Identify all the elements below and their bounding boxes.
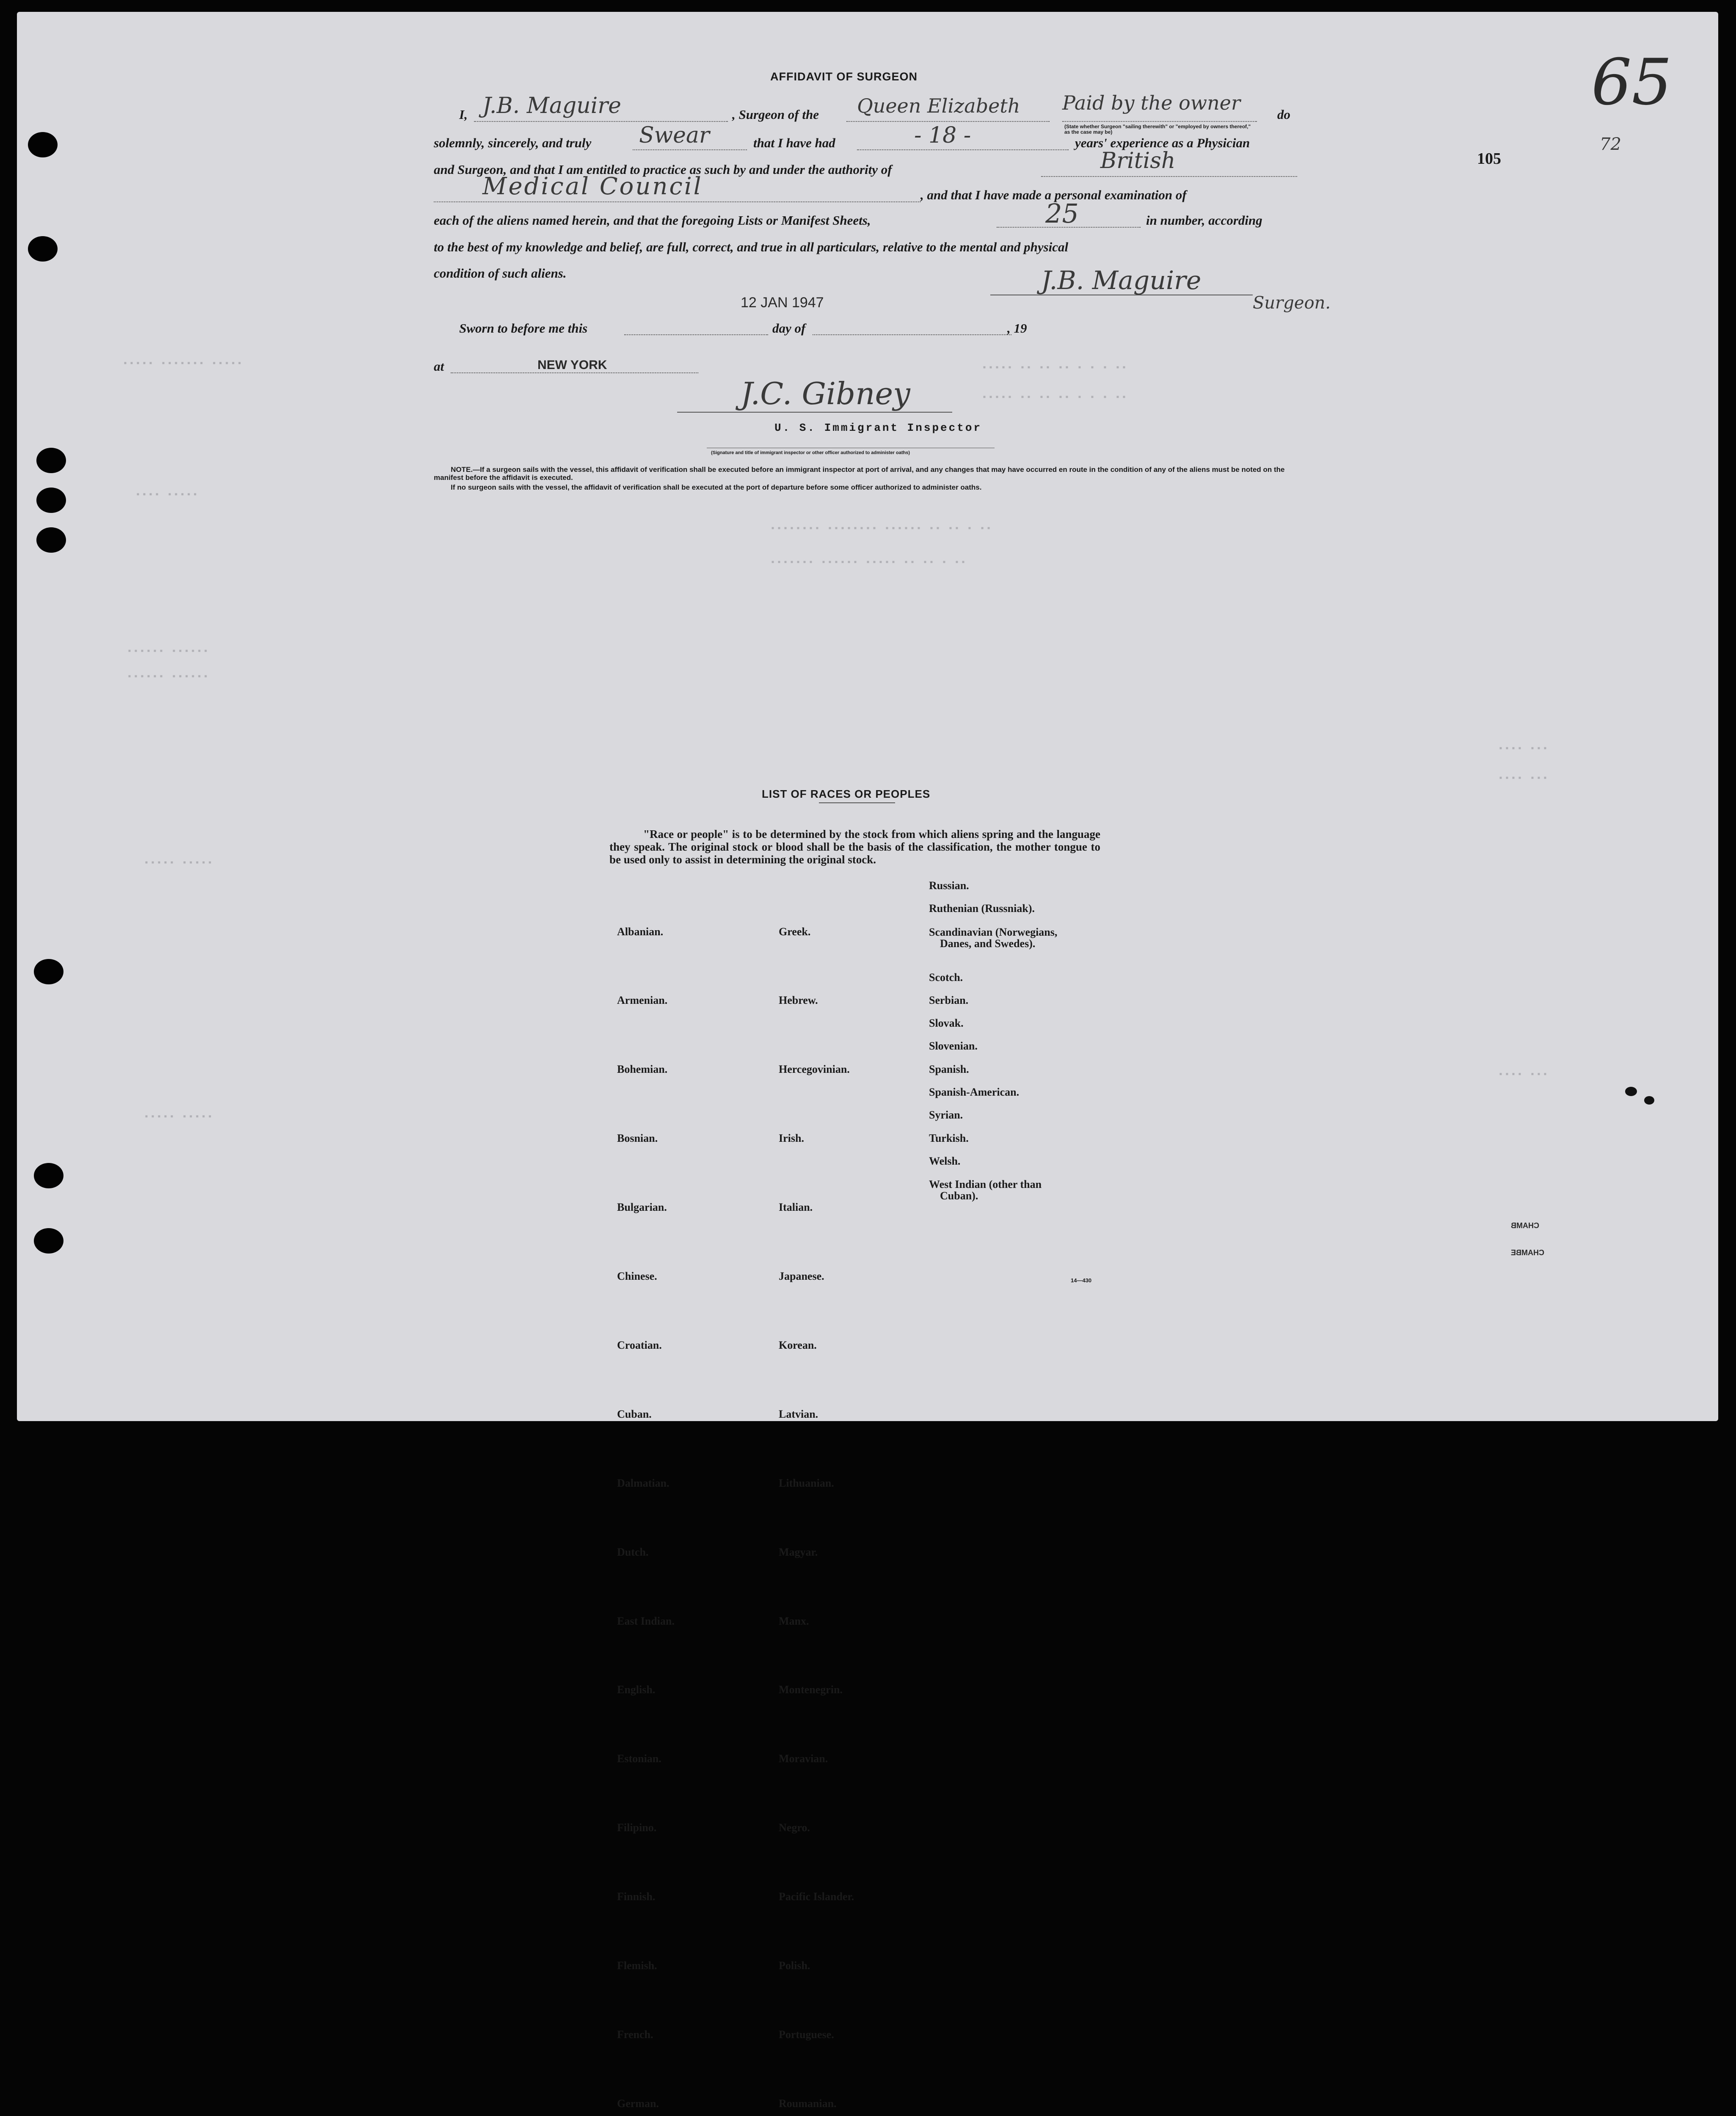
form-number: 14—430 — [1071, 1277, 1092, 1284]
affidavit-line5-prefix: each of the aliens named herein, and that the foregoing Lists or Manifest Sheets, — [434, 213, 871, 228]
bleed-through-text: ▪▪▪▪▪ ▪▪ ▪▪ ▪▪ ▪ ▪ ▪ ▪▪ — [982, 363, 1128, 373]
name-blank — [474, 121, 728, 122]
race-item: Chinese. — [617, 1270, 657, 1283]
inspector-caption: (Signature and title of immigrant inspector or other officer authorized to administer oaths) — [711, 450, 910, 455]
race-item: German. — [617, 2097, 659, 2110]
races-title-underline — [819, 802, 895, 803]
sworn-day-of: day of — [772, 321, 806, 336]
affidavit-line2-had: that I have had — [753, 135, 835, 150]
sheets-count-handwritten: 25 — [1045, 198, 1079, 229]
race-item: Japanese. — [779, 1270, 824, 1283]
punch-hole — [36, 448, 66, 473]
race-item: Dutch. — [617, 1546, 649, 1558]
race-item-spacer — [929, 955, 1057, 966]
bleed-through-word: CHAMBE — [1511, 1248, 1544, 1257]
race-item: Negro. — [779, 1821, 810, 1834]
affidavit-line1-surgeon-of: , Surgeon of the — [732, 107, 819, 122]
race-item: Montenegrin. — [779, 1683, 843, 1696]
race-item: Slovak. — [929, 1017, 964, 1030]
status-handwritten: Paid by the owner — [1062, 91, 1241, 114]
race-item: Filipino. — [617, 1821, 657, 1834]
stamped-number: 105 — [1477, 150, 1501, 168]
bleed-through-text: ▪▪▪▪▪▪ ▪▪▪▪▪▪ — [127, 672, 210, 682]
race-item: Magyar. — [779, 1546, 818, 1558]
race-item: Bulgarian. — [617, 1201, 667, 1214]
race-item: Pacific Islander. — [779, 1890, 854, 1903]
years-handwritten: - 18 - — [914, 123, 971, 148]
inspector-title: U. S. Immigrant Inspector — [774, 422, 982, 434]
ink-spot — [1625, 1087, 1637, 1096]
race-item: Irish. — [779, 1132, 804, 1145]
race-item: Russian. — [929, 879, 969, 892]
race-item: Italian. — [779, 1201, 813, 1214]
sworn-year-prefix: , 19 — [1007, 321, 1027, 336]
sworn-day-blank — [624, 334, 768, 335]
race-item: Scotch. — [929, 971, 963, 984]
bleed-through-text: ▪▪▪▪▪▪ ▪▪▪▪▪▪ — [127, 647, 210, 656]
race-item: Croatian. — [617, 1339, 662, 1351]
race-item: Scandinavian (Norwegians, Danes, and Swedes). — [929, 926, 1058, 950]
race-item: Bohemian. — [617, 1063, 668, 1076]
punch-hole — [28, 236, 58, 262]
race-item: Bosnian. — [617, 1132, 658, 1145]
surgeon-signature: J.B. Maguire — [1041, 266, 1201, 295]
punch-hole — [28, 132, 58, 157]
bleed-through-text: ▪▪▪▪▪ ▪▪ ▪▪ ▪▪ ▪ ▪ ▪ ▪▪ — [982, 393, 1128, 402]
race-item: Serbian. — [929, 994, 969, 1006]
date-stamp: 12 JAN 1947 — [741, 295, 824, 311]
race-item: Flemish. — [617, 1959, 657, 1972]
races-title: LIST OF RACES OR PEOPLES — [762, 788, 931, 800]
authority-blank-2 — [434, 201, 920, 202]
bleed-through-text: ▪▪▪▪▪▪▪ ▪▪▪▪▪▪ ▪▪▪▪▪ ▪▪ ▪▪ ▪ ▪▪ — [770, 558, 967, 568]
inspector-signature: J.C. Gibney — [741, 376, 910, 411]
race-item: Portuguese. — [779, 2028, 834, 2041]
surgeon-title-handwritten: Surgeon. — [1253, 293, 1331, 313]
race-item: Greek. — [779, 925, 811, 938]
affidavit-title: AFFIDAVIT OF SURGEON — [770, 70, 918, 83]
race-item: Roumanian. — [779, 2097, 837, 2110]
affidavit-line7: condition of such aliens. — [434, 266, 567, 281]
race-item: Manx. — [779, 1615, 809, 1627]
status-blank — [1062, 121, 1257, 122]
place-blank — [451, 372, 698, 373]
race-item: Albanian. — [617, 925, 664, 938]
bleed-through-text: ▪▪▪▪ ▪▪▪ — [1498, 1070, 1549, 1080]
race-item: Cuban. — [617, 1408, 652, 1420]
oath-word-handwritten: Swear — [639, 123, 710, 148]
affidavit-line4: , and that I have made a personal examination of — [920, 187, 1187, 202]
race-item: Hebrew. — [779, 994, 818, 1007]
ship-name-handwritten: Queen Elizabeth — [857, 94, 1020, 117]
race-item: Hercegovinian. — [779, 1063, 850, 1076]
race-item: Estonian. — [617, 1752, 661, 1765]
surgeon-name-handwritten: J.B. Maguire — [482, 93, 621, 118]
bleed-through-text: ▪▪▪▪▪ ▪▪▪▪▪ — [144, 858, 214, 868]
race-item: Armenian. — [617, 994, 668, 1007]
punch-hole — [34, 959, 63, 984]
races-column-2 — [779, 874, 854, 2116]
bleed-through-text: ▪▪▪▪ ▪▪▪ — [1498, 744, 1549, 754]
race-item: Dalmatian. — [617, 1477, 670, 1489]
affidavit-line2-prefix: solemnly, sincerely, and truly — [434, 135, 592, 150]
race-item: Slovenian. — [929, 1040, 978, 1052]
race-item: Welsh. — [929, 1154, 961, 1167]
race-item: Lithuanian. — [779, 1477, 834, 1489]
note-paragraph-2: If no surgeon sails with the vessel, the affidavit of verification shall be executed at the port of departure before some officer authorized to administer oaths. — [451, 483, 982, 491]
races-column-3 — [929, 874, 1057, 1201]
sworn-month-blank — [813, 334, 1011, 335]
punch-hole — [36, 488, 66, 513]
race-item: Spanish. — [929, 1063, 969, 1075]
bleed-through-text: ▪▪▪▪▪▪▪▪ ▪▪▪▪▪▪▪▪ ▪▪▪▪▪▪ ▪▪ ▪▪ ▪ ▪▪ — [770, 524, 993, 534]
affidavit-line3: and Surgeon, and that I am entitled to practice as such by and under the authority of — [434, 162, 892, 177]
race-item: English. — [617, 1683, 656, 1696]
race-item: Spanish-American. — [929, 1086, 1020, 1099]
bleed-through-text: ▪▪▪▪ ▪▪▪▪▪ — [135, 490, 199, 500]
note-paragraph-1: NOTE.—If a surgeon sails with the vessel, this affidavit of verification shall be executed before an immigrant inspector at port of arrival, and any changes that may have occurred en route in the condition of any of the aliens must be noted on the manifest before the affidavit is executed. — [434, 466, 1285, 482]
race-item: Turkish. — [929, 1132, 969, 1144]
handwritten-page-number-small: 72 — [1600, 135, 1621, 154]
authority-blank — [1041, 176, 1297, 177]
place-stamp: NEW YORK — [537, 358, 607, 372]
race-item: Ruthenian (Russniak). — [929, 902, 1035, 915]
authority-continued-handwritten: Medical Council — [482, 173, 703, 200]
affidavit-line1-prefix: I, — [459, 107, 468, 122]
document-sheet — [17, 12, 1718, 2110]
race-item: Moravian. — [779, 1752, 828, 1765]
race-item: Polish. — [779, 1959, 810, 1972]
at-label: at — [434, 359, 444, 374]
race-item: Korean. — [779, 1339, 817, 1351]
race-item: Latvian. — [779, 1408, 818, 1420]
affidavit-line1-do: do — [1277, 107, 1290, 122]
authority-handwritten: British — [1100, 148, 1176, 174]
bleed-through-text: ▪▪▪▪▪ ▪▪▪▪▪ — [144, 1112, 214, 1122]
inspector-signature-line — [677, 412, 952, 413]
bleed-through-text: ▪▪▪▪▪ ▪▪▪▪▪▪▪ ▪▪▪▪▪ — [123, 359, 244, 369]
bleed-through-word: CHAMB — [1511, 1221, 1539, 1230]
handwritten-page-number: 65 — [1591, 46, 1672, 119]
race-item: French. — [617, 2028, 653, 2041]
oath-blank — [633, 149, 747, 150]
race-item: East Indian. — [617, 1615, 675, 1627]
punch-hole — [34, 1163, 63, 1188]
races-column-1 — [617, 874, 675, 2116]
punch-hole — [36, 527, 66, 553]
ink-spot — [1644, 1096, 1654, 1105]
ship-blank — [846, 121, 1050, 122]
status-instruction: (State whether Surgeon "sailing therewith" or "employed by owners thereof," as the case may be) — [1064, 124, 1251, 135]
affidavit-line5-suffix: in number, according — [1146, 213, 1262, 228]
races-intro: "Race or people" is to be determined by the stock from which aliens spring and the language they speak. The original stock or blood shall be the basis of the classification, the mother tongue to be used only to assist in determining the original stock. — [609, 828, 1100, 866]
sworn-prefix: Sworn to before me this — [459, 321, 588, 336]
race-item: Syrian. — [929, 1109, 963, 1121]
punch-hole — [34, 1228, 63, 1254]
years-blank — [857, 149, 1069, 150]
affidavit-line2-suffix: years' experience as a Physician — [1075, 135, 1250, 150]
race-item: Finnish. — [617, 1890, 656, 1903]
affidavit-line6: to the best of my knowledge and belief, are full, correct, and true in all particulars, relative to the mental and physical — [434, 240, 1069, 254]
bleed-through-text: ▪▪▪▪ ▪▪▪ — [1498, 774, 1549, 783]
race-item: West Indian (other than Cuban). — [929, 1178, 1042, 1202]
